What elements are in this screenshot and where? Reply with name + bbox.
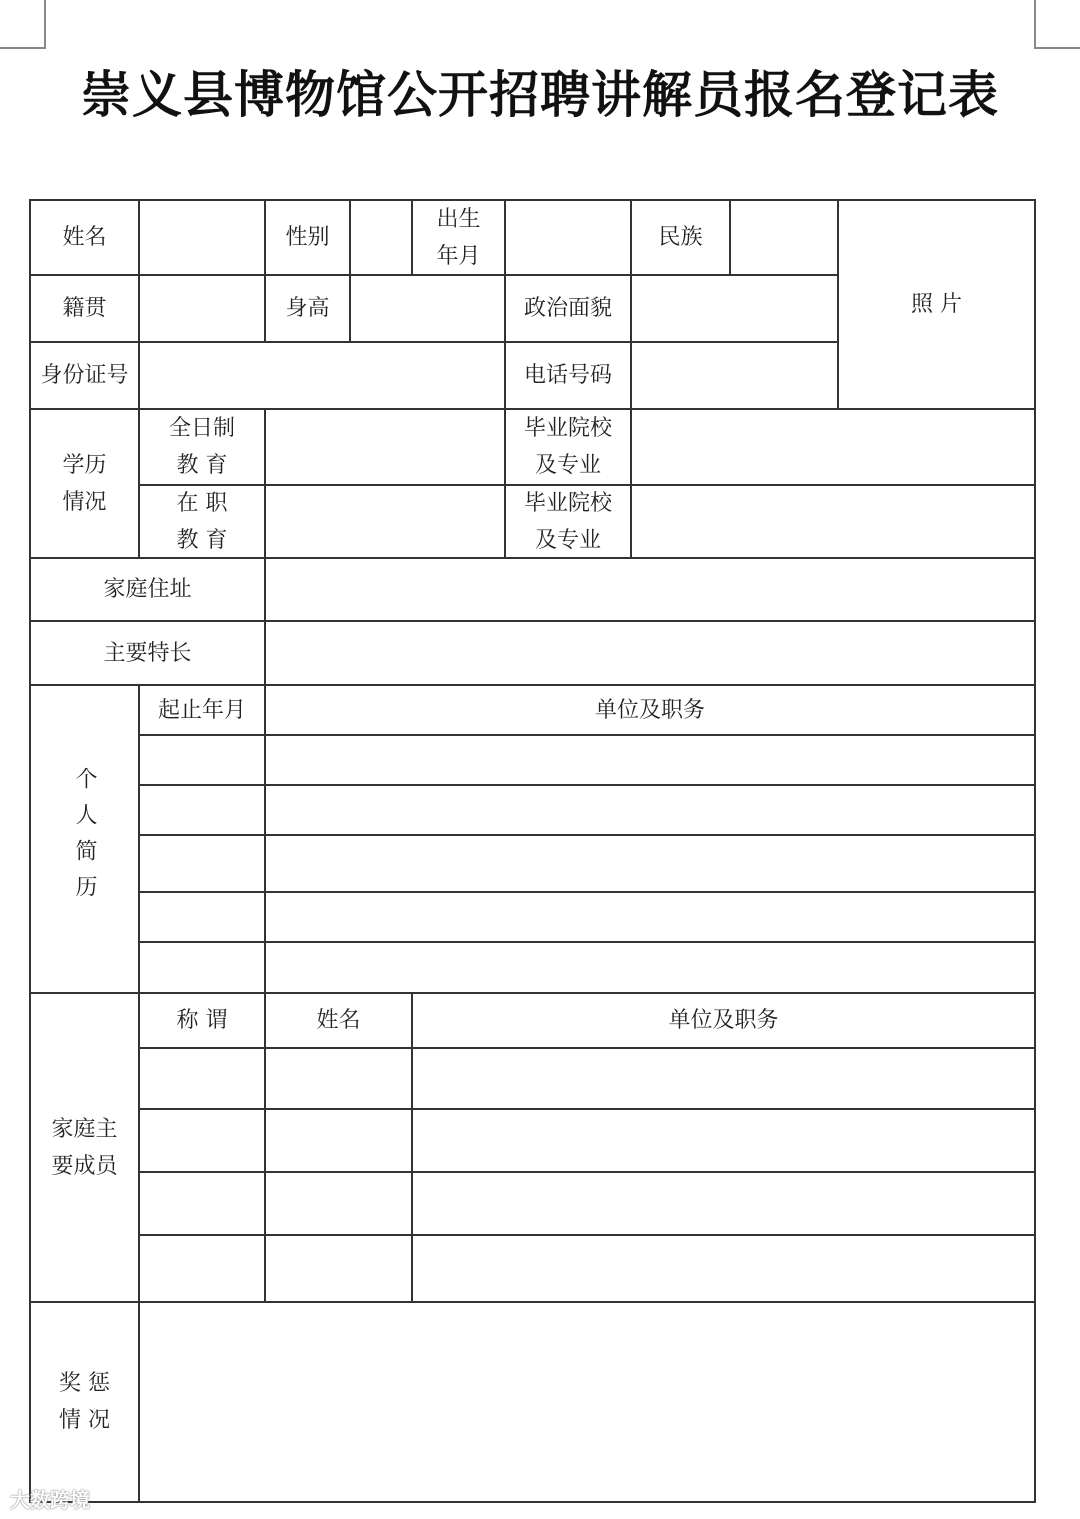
label-id-number-text: 身份证号: [40, 363, 129, 388]
family-relation-cell[interactable]: [138, 1108, 266, 1173]
header-family-name-text: 姓名: [316, 1008, 361, 1033]
resume-unit-cell[interactable]: [264, 941, 1036, 994]
header-family-unit: [411, 992, 1036, 1049]
label-full-time: [138, 408, 266, 486]
resume-period-cell[interactable]: [138, 734, 266, 786]
label-full-time-text: 全日制 教 育: [168, 416, 235, 478]
label-political-status: [504, 274, 632, 343]
family-name-cell[interactable]: [264, 1108, 413, 1173]
family-unit-cell[interactable]: [411, 1108, 1036, 1173]
header-family-unit-text: 单位及职务: [668, 1008, 779, 1033]
label-awards-text: 奖 惩 情 况: [59, 1371, 110, 1433]
label-resume-text: 个人简历: [72, 767, 97, 911]
field-height[interactable]: [349, 274, 506, 343]
corner-mark-right-h: [1034, 47, 1080, 49]
label-awards: [29, 1301, 140, 1503]
label-id-number: [29, 341, 140, 410]
header-resume-unit: [264, 684, 1036, 736]
label-education: [29, 408, 140, 559]
label-phone: [504, 341, 632, 410]
label-address: [29, 557, 266, 622]
label-specialty-text: 主要特长: [103, 640, 192, 666]
resume-period-cell[interactable]: [138, 784, 266, 836]
label-phone-text: 电话号码: [523, 363, 612, 388]
header-family-relation: [138, 992, 266, 1049]
label-gender-text: 性别: [285, 225, 330, 250]
field-birth[interactable]: [504, 199, 632, 276]
header-resume-unit-text: 单位及职务: [594, 697, 705, 723]
label-address-text: 家庭住址: [103, 577, 192, 602]
field-political-status[interactable]: [630, 274, 839, 343]
label-ethnicity: [630, 199, 731, 276]
field-awards[interactable]: [138, 1301, 1036, 1503]
label-native-place-text: 籍贯: [62, 296, 107, 321]
field-native-place[interactable]: [138, 274, 266, 343]
family-name-cell[interactable]: [264, 1047, 413, 1110]
field-ethnicity[interactable]: [729, 199, 839, 276]
label-school-major-1: [504, 408, 632, 486]
header-family-name: [264, 992, 413, 1049]
resume-unit-cell[interactable]: [264, 834, 1036, 893]
page-title: 崇义县博物馆公开招聘讲解员报名登记表: [81, 66, 999, 124]
family-relation-cell[interactable]: [138, 1047, 266, 1110]
corner-mark-left-v: [44, 0, 46, 48]
label-name: [29, 199, 140, 276]
field-in-service[interactable]: [264, 484, 506, 559]
resume-unit-cell[interactable]: [264, 891, 1036, 943]
label-family: [29, 992, 140, 1303]
label-ethnicity-text: 民族: [658, 225, 703, 250]
resume-unit-cell[interactable]: [264, 784, 1036, 836]
watermark: 大数跨境: [10, 1488, 90, 1512]
field-address[interactable]: [264, 557, 1036, 622]
label-native-place: [29, 274, 140, 343]
photo-box-text: 照 片: [911, 292, 962, 317]
label-in-service: [138, 484, 266, 559]
label-birth-text: 出生 年月: [436, 206, 481, 269]
label-birth: [411, 199, 506, 276]
label-school-major-2: [504, 484, 632, 559]
field-school-major-1[interactable]: [630, 408, 1036, 486]
label-family-text: 家庭主 要成员: [51, 1116, 118, 1179]
label-specialty: [29, 620, 266, 686]
family-name-cell[interactable]: [264, 1171, 413, 1236]
label-school-major-2-text: 毕业院校 及专业: [523, 490, 612, 553]
resume-unit-cell[interactable]: [264, 734, 1036, 786]
family-unit-cell[interactable]: [411, 1171, 1036, 1236]
label-school-major-1-text: 毕业院校 及专业: [523, 416, 612, 478]
resume-period-cell[interactable]: [138, 941, 266, 994]
field-specialty[interactable]: [264, 620, 1036, 686]
family-relation-cell[interactable]: [138, 1234, 266, 1303]
corner-mark-right-v: [1034, 0, 1036, 48]
corner-mark-left-h: [0, 47, 46, 49]
family-name-cell[interactable]: [264, 1234, 413, 1303]
field-full-time[interactable]: [264, 408, 506, 486]
resume-period-cell[interactable]: [138, 891, 266, 943]
label-in-service-text: 在 职 教 育: [176, 490, 228, 553]
label-political-status-text: 政治面貌: [523, 296, 612, 321]
label-name-text: 姓名: [62, 225, 107, 250]
field-id-number[interactable]: [138, 341, 506, 410]
field-phone[interactable]: [630, 341, 839, 410]
header-resume-period: [138, 684, 266, 736]
family-relation-cell[interactable]: [138, 1171, 266, 1236]
label-height: [264, 274, 351, 343]
field-name[interactable]: [138, 199, 266, 276]
label-education-text: 学历 情况: [62, 452, 107, 515]
field-school-major-2[interactable]: [630, 484, 1036, 559]
family-unit-cell[interactable]: [411, 1047, 1036, 1110]
family-unit-cell[interactable]: [411, 1234, 1036, 1303]
header-resume-period-text: 起止年月: [157, 697, 246, 723]
header-family-relation-text: 称 谓: [176, 1008, 228, 1033]
photo-box: [837, 199, 1036, 410]
resume-period-cell[interactable]: [138, 834, 266, 893]
label-gender: [264, 199, 351, 276]
label-height-text: 身高: [285, 296, 330, 321]
label-resume: [29, 684, 140, 994]
field-gender[interactable]: [349, 199, 413, 276]
